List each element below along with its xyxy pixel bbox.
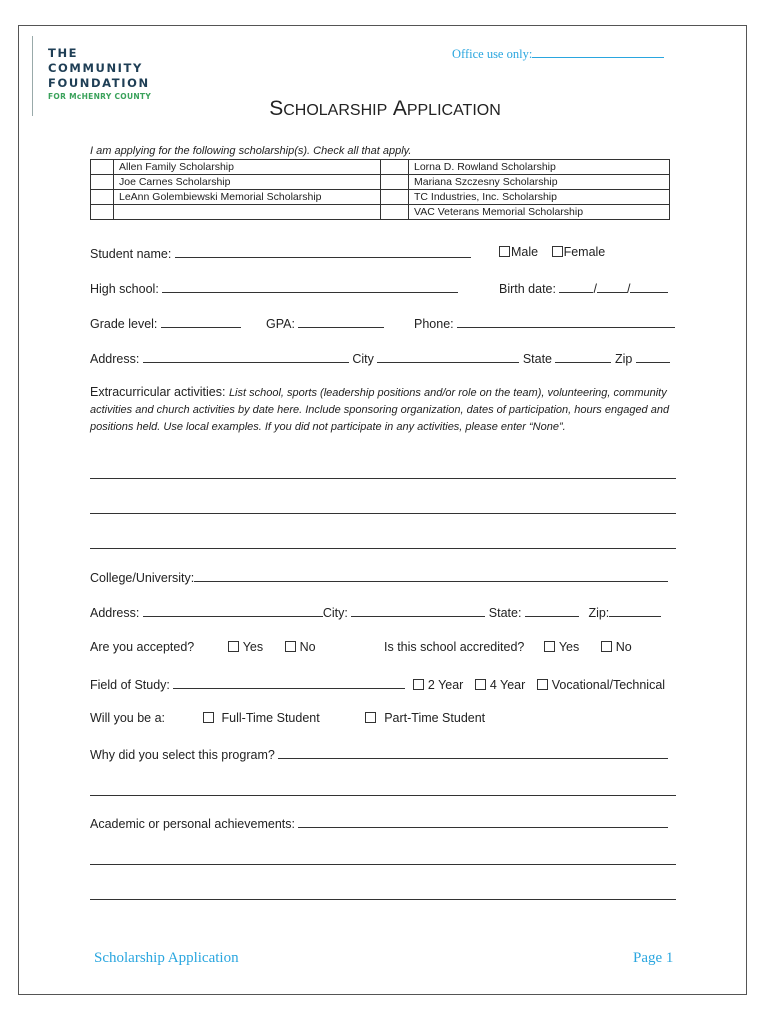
- scholarship-checkbox-cell[interactable]: [381, 160, 409, 175]
- part-time-label: Part-Time Student: [384, 711, 486, 725]
- college-input[interactable]: [194, 569, 668, 582]
- logo-line-2: COMMUNITY: [48, 61, 143, 75]
- high-school-input[interactable]: [162, 280, 458, 293]
- achievements-input[interactable]: [298, 815, 668, 828]
- college-city-input[interactable]: [351, 604, 485, 617]
- logo-line-1: THE: [48, 46, 79, 60]
- female-label: Female: [563, 245, 606, 259]
- four-year-label: 4 Year: [489, 678, 526, 692]
- title-word-1: CHOLARSHIP: [283, 102, 388, 119]
- extracurricular-label: Extracurricular activities:: [90, 385, 226, 399]
- grade-level-row: [90, 315, 241, 331]
- accredited-yes-checkbox[interactable]: [544, 641, 555, 652]
- field-of-study-row: [90, 676, 665, 692]
- two-year-label: 2 Year: [427, 678, 464, 692]
- accredited-row: [384, 640, 632, 654]
- grade-level-input[interactable]: [161, 315, 241, 328]
- accepted-yes-label: Yes: [242, 640, 264, 654]
- why-program-input[interactable]: [278, 746, 668, 759]
- scholarship-checkbox-cell[interactable]: [381, 190, 409, 205]
- gender-options: [499, 245, 605, 259]
- state-input[interactable]: [555, 350, 611, 363]
- four-year-checkbox[interactable]: [475, 679, 486, 690]
- scholarship-checkbox-cell[interactable]: [381, 205, 409, 220]
- state-label: State: [522, 352, 552, 366]
- gpa-input[interactable]: [298, 315, 384, 328]
- gpa-label: GPA:: [266, 317, 295, 331]
- foundation-logo: [48, 46, 151, 102]
- female-checkbox[interactable]: [552, 246, 563, 257]
- male-label: Male: [511, 245, 539, 259]
- office-use-field: [452, 46, 664, 62]
- college-address-input[interactable]: [143, 604, 323, 617]
- college-address-row: [90, 604, 661, 620]
- scholarship-name: Mariana Szczesny Scholarship: [409, 175, 670, 190]
- address-row: [90, 350, 670, 366]
- grade-level-label: Grade level:: [90, 317, 158, 331]
- extracurricular-help: List school, sports (leadership positions and/or role on the team), volunteering, community activities and church activities by date here. Include sponsoring organization, dates of participation, hours engaged and positions held. Use local examples. If you did not participate in any activities, please enter “None”.: [90, 387, 670, 433]
- scholarship-name: LeAnn Golembiewski Memorial Scholarship: [114, 190, 381, 205]
- two-year-checkbox[interactable]: [413, 679, 424, 690]
- scholarship-name: VAC Veterans Memorial Scholarship: [409, 205, 670, 220]
- birth-day-input[interactable]: [597, 280, 627, 293]
- achievements-line-3[interactable]: [90, 899, 676, 900]
- office-use-blank[interactable]: [532, 46, 664, 58]
- part-time-checkbox[interactable]: [365, 712, 376, 723]
- vocational-label: Vocational/Technical: [551, 678, 666, 692]
- address-label: Address:: [90, 352, 140, 366]
- achievements-line-2[interactable]: [90, 864, 676, 865]
- scholarship-checkbox-cell[interactable]: [91, 190, 114, 205]
- accepted-row: [90, 640, 316, 654]
- extracurricular-line-2[interactable]: [90, 513, 676, 514]
- student-name-label: Student name:: [90, 247, 172, 261]
- title-word-2: PPLICATION: [406, 102, 501, 119]
- accepted-no-label: No: [299, 640, 316, 654]
- title-cap-2: A: [392, 97, 407, 120]
- birth-date-row: Birth date: / /: [499, 280, 668, 296]
- achievements-label: Academic or personal achievements:: [90, 817, 295, 831]
- phone-input[interactable]: [457, 315, 675, 328]
- title-cap-1: S: [269, 97, 284, 120]
- scholarship-instructions: I am applying for the following scholarship(s). Check all that apply.: [90, 145, 412, 157]
- college-zip-label: Zip:: [588, 606, 610, 620]
- student-name-input[interactable]: [175, 245, 471, 258]
- scholarship-name: TC Industries, Inc. Scholarship: [409, 190, 670, 205]
- college-label: College/University:: [90, 571, 195, 585]
- zip-label: Zip: [614, 352, 633, 366]
- phone-row: [414, 315, 675, 331]
- scholarship-checkbox-cell[interactable]: [91, 205, 114, 220]
- field-of-study-input[interactable]: [173, 676, 405, 689]
- extracurricular-section: [90, 384, 680, 435]
- phone-label: Phone:: [414, 317, 454, 331]
- city-input[interactable]: [377, 350, 519, 363]
- why-program-row: [90, 746, 668, 762]
- extracurricular-line-1[interactable]: [90, 478, 676, 479]
- scholarship-name: Joe Carnes Scholarship: [114, 175, 381, 190]
- high-school-label: High school:: [90, 282, 159, 296]
- achievements-row: [90, 815, 668, 831]
- why-program-label: Why did you select this program?: [90, 748, 275, 762]
- enrollment-type-row: [90, 711, 485, 725]
- logo-line-3: FOUNDATION: [48, 76, 150, 90]
- accredited-no-label: No: [615, 640, 632, 654]
- birth-year-input[interactable]: [630, 280, 668, 293]
- scholarship-table: [90, 159, 670, 220]
- accredited-label: Is this school accredited?: [384, 640, 525, 654]
- footer-page-number: Page 1: [633, 950, 674, 966]
- extracurricular-line-3[interactable]: [90, 548, 676, 549]
- scholarship-name: Allen Family Scholarship: [114, 160, 381, 175]
- full-time-label: Full-Time Student: [221, 711, 320, 725]
- scholarship-checkbox-cell[interactable]: [381, 175, 409, 190]
- scholarship-name: Lorna D. Rowland Scholarship: [409, 160, 670, 175]
- college-address-label: Address:: [90, 606, 140, 620]
- birth-month-input[interactable]: [559, 280, 593, 293]
- full-time-checkbox[interactable]: [203, 712, 214, 723]
- address-input[interactable]: [143, 350, 349, 363]
- accepted-yes-checkbox[interactable]: [228, 641, 239, 652]
- logo-line-4: FOR McHENRY COUNTY: [48, 92, 152, 101]
- vocational-checkbox[interactable]: [537, 679, 548, 690]
- scholarship-checkbox-cell[interactable]: [91, 160, 114, 175]
- birth-date-label: Birth date:: [499, 282, 556, 296]
- high-school-row: [90, 280, 458, 296]
- footer-title: Scholarship Application: [94, 950, 239, 966]
- accepted-label: Are you accepted?: [90, 640, 195, 654]
- college-zip-input[interactable]: [609, 604, 661, 617]
- student-name-row: [90, 245, 471, 261]
- page-title: [0, 97, 770, 121]
- college-row: [90, 569, 668, 585]
- scholarship-checkbox-cell[interactable]: [91, 175, 114, 190]
- male-checkbox[interactable]: [499, 246, 510, 257]
- accredited-yes-label: Yes: [558, 640, 580, 654]
- scholarship-name: [114, 205, 381, 220]
- field-of-study-label: Field of Study:: [90, 678, 170, 692]
- zip-input[interactable]: [636, 350, 670, 363]
- accepted-no-checkbox[interactable]: [285, 641, 296, 652]
- college-state-label: State:: [488, 606, 522, 620]
- accredited-no-checkbox[interactable]: [601, 641, 612, 652]
- enrollment-type-label: Will you be a:: [90, 711, 166, 725]
- office-use-label: Office use only:: [452, 47, 533, 61]
- gpa-row: [266, 315, 384, 331]
- why-program-line-2[interactable]: [90, 795, 676, 796]
- college-state-input[interactable]: [525, 604, 579, 617]
- city-label: City: [352, 352, 374, 366]
- college-city-label: City:: [322, 606, 348, 620]
